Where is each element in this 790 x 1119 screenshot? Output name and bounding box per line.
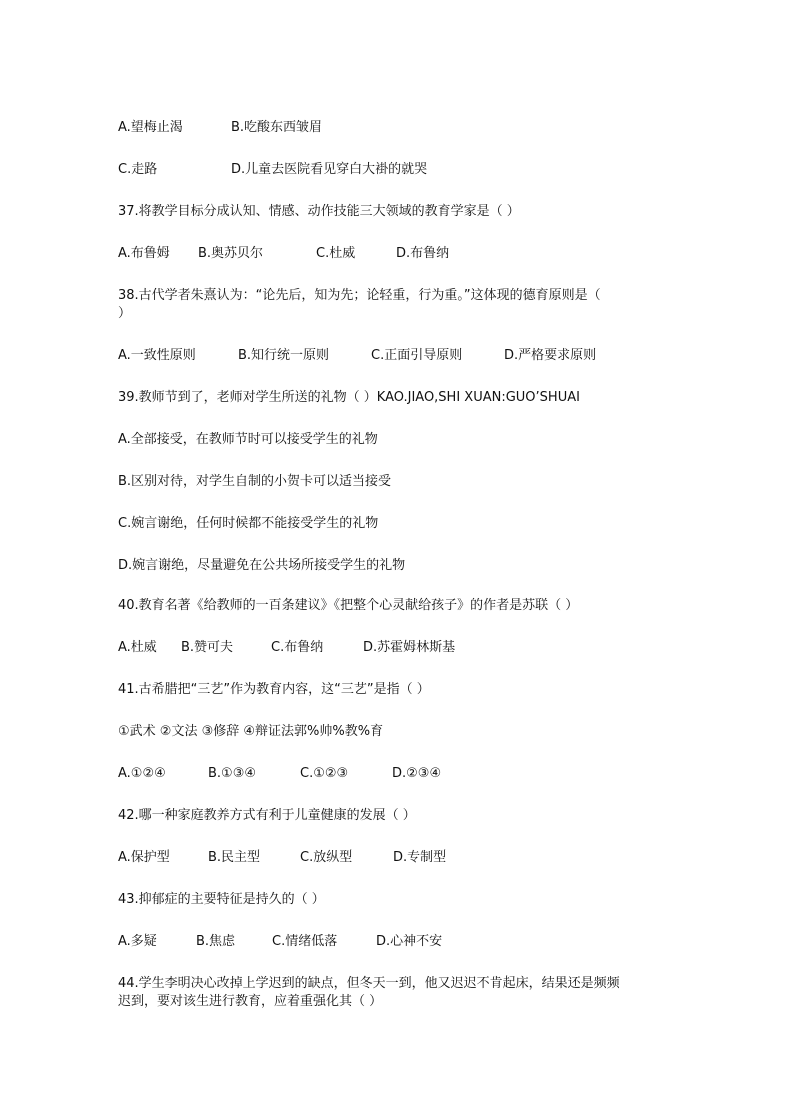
option: D.儿童去医院看见穿白大褂的就哭 xyxy=(231,162,428,177)
text-line: D.婉言谢绝，尽量避免在公共场所接受学生的礼物 xyxy=(118,558,406,573)
text-line: ） xyxy=(118,306,132,321)
option: B.民主型 xyxy=(208,850,261,865)
option: B.吃酸东西皱眉 xyxy=(231,120,323,135)
option: D.专制型 xyxy=(393,850,447,865)
option: D.心神不安 xyxy=(376,934,443,949)
options-line xyxy=(118,245,449,263)
option: B.奥苏贝尔 xyxy=(198,246,264,261)
options-line xyxy=(118,933,442,951)
text-line: 42.哪一种家庭教养方式有利于儿童健康的发展（ ） xyxy=(118,808,416,823)
text-line: A.全部接受，在教师节时可以接受学生的礼物 xyxy=(118,432,378,447)
option: A.布鲁姆 xyxy=(118,246,170,261)
option: D.严格要求原则 xyxy=(504,348,597,363)
option: B.①③④ xyxy=(208,766,257,781)
option: D.布鲁纳 xyxy=(396,246,450,261)
option: C.布鲁纳 xyxy=(271,640,324,655)
text-line: 39.教师节到了，老师对学生所送的礼物（ ）KAO.JIAO,SHI XUAN:GUO’SHUAI xyxy=(118,390,580,405)
options-line xyxy=(118,639,455,657)
text-line: 37.将教学目标分成认知、情感、动作技能三大领域的教育学家是（ ） xyxy=(118,204,520,219)
options-line xyxy=(118,849,446,867)
option: C.放纵型 xyxy=(300,850,353,865)
text-line: 38.古代学者朱熹认为：“论先后，知为先；论轻重，行为重。”这体现的德育原则是（ xyxy=(118,288,601,303)
option: C.正面引导原则 xyxy=(371,348,463,363)
options-line xyxy=(118,119,322,137)
option: A.一致性原则 xyxy=(118,348,196,363)
text-line: 44.学生李明决心改掉上学迟到的缺点，但冬天一到，他又迟迟不肯起床，结果还是频频 xyxy=(118,976,620,991)
option: B.知行统一原则 xyxy=(238,348,330,363)
text-line: 43.抑郁症的主要特征是持久的（ ） xyxy=(118,892,325,907)
text-line: C.婉言谢绝，任何时候都不能接受学生的礼物 xyxy=(118,516,379,531)
option: C.杜威 xyxy=(316,246,356,261)
option: D.②③④ xyxy=(392,766,442,781)
text-line: ①武术 ②文法 ③修辞 ④辩证法郭%帅%教%育 xyxy=(118,724,384,739)
option: A.望梅止渴 xyxy=(118,120,183,135)
option: A.保护型 xyxy=(118,850,170,865)
options-line xyxy=(118,161,427,179)
option: A.①②④ xyxy=(118,766,166,781)
option: B.赞可夫 xyxy=(181,640,234,655)
option: B.焦虑 xyxy=(196,934,236,949)
option: A.杜威 xyxy=(118,640,157,655)
text-line: 迟到，要对该生进行教育，应着重强化其（ ） xyxy=(118,994,383,1009)
option: A.多疑 xyxy=(118,934,157,949)
options-line xyxy=(118,765,441,783)
text-line: 40.教育名著《给教师的一百条建议》《把整个心灵献给孩子》的作者是苏联（ ） xyxy=(118,598,579,613)
text-line: 41.古希腊把“三艺”作为教育内容，这“三艺”是指（ ） xyxy=(118,682,430,697)
options-line xyxy=(118,347,596,365)
text-line: B.区别对待，对学生自制的小贺卡可以适当接受 xyxy=(118,474,392,489)
option: C.①②③ xyxy=(300,766,349,781)
option: D.苏霍姆林斯基 xyxy=(363,640,456,655)
option: C.情绪低落 xyxy=(272,934,338,949)
option: C.走路 xyxy=(118,162,158,177)
